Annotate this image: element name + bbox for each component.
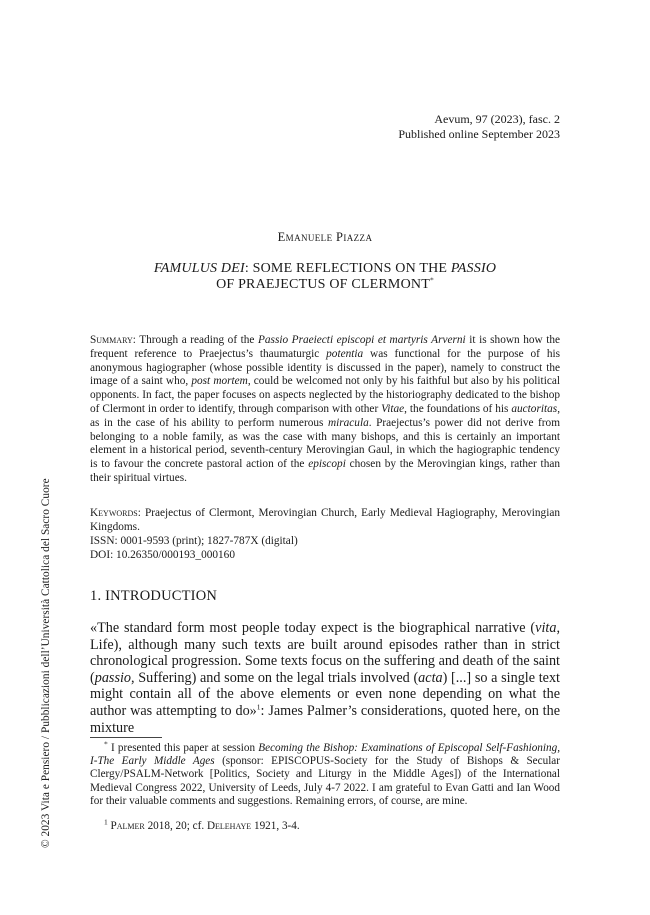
title-italic-famulus: FAMULUS DEI	[153, 261, 245, 276]
summary-text: . Praejectus’s power did not derive from belonging to a noble family, as was the case with many bishops, and this is certainly an important element in a historical period, seventh-century Merovingian Gaul, in which the hagiographic tendency is to favour the concrete pastoral action of the	[90, 416, 560, 471]
title-mid: : SOME REFLECTIONS ON THE	[244, 261, 451, 276]
section-heading: 1. INTRODUCTION	[90, 588, 218, 604]
footnote-marker: 1	[104, 817, 108, 827]
citation-text: 2018, 20; cf.	[144, 820, 207, 832]
intro-text: «The standard form most people today expect is the biographical narrative (	[90, 620, 536, 636]
intro-text: , Life), although many such texts are built around episodes rather than in strict chronological progression. Some texts focus on the suffering and death of the saint (	[90, 620, 560, 686]
summary-italic: miracula	[327, 416, 369, 429]
summary-text: , the foundations of his	[404, 402, 512, 415]
footnote-1	[90, 817, 560, 833]
doi-line: DOI: 10.26350/000193_000160	[90, 549, 235, 561]
title-line-2	[0, 277, 650, 293]
summary-italic: Vitae	[381, 402, 405, 415]
summary-text: chosen by the Merovingian kings, rather than their spiritual virtues.	[90, 458, 561, 484]
summary-text: , could be welcomed not only by his faithful but also by his political opponents. In fact, the paper focuses on aspects neglected by the historiography dedicated to the bishop of Clermont in order to identify, through comparison with other	[90, 375, 561, 415]
title-italic-passio: PASSIO	[450, 261, 497, 276]
article-title	[0, 261, 650, 293]
summary-italic: potentia	[326, 347, 364, 360]
citation-text: 1921, 3-4.	[251, 820, 300, 832]
intro-italic: passio	[94, 669, 131, 686]
intro-text: ) [...] so a single text might contain all of the above elements or even none depending on what the author was attempting to do»	[90, 669, 560, 719]
intro-text: : James Palmer’s considerations, quoted here, on the mixture	[90, 702, 560, 736]
title-line-1	[0, 261, 650, 277]
footnote-italic: Becoming the Bishop: Examinations of Episcopal Self-Fashioning, I-The Early Middle Ages	[90, 742, 560, 768]
keywords-label: Keywords	[90, 507, 138, 519]
intro-paragraph	[90, 620, 560, 736]
footnote-divider	[90, 737, 162, 738]
summary-italic: post mortem	[191, 375, 248, 388]
keywords-paragraph	[90, 507, 560, 535]
author-name: Emanuele Piazza	[277, 230, 373, 244]
footnote-text: (sponsor: EPISCOPUS-Society for the Study of Bishops & Secular Clergy/PSALM-Network [Politics, Society and Liturgy in the Middle Ages]) of the International Medieval Congress 2022, University of Leeds, July 4-7 2022. I am grateful to Evan Gatti and Ian Wood for their valuable comments and suggestions. Remaining errors, of course, are mine.	[90, 755, 560, 807]
publication-date: Published online September 2023	[398, 127, 560, 141]
summary-italic: Passio Praeiecti episcopi et martyris Arverni	[258, 334, 466, 346]
summary-text: was functional for the purpose of his anonymous hagiographer (whose possible identity is discussed in the paper), namely to construct the image of a saint who,	[90, 347, 560, 388]
footnote-text: I presented this paper at session	[107, 742, 259, 754]
citation-author: Palmer	[110, 820, 145, 832]
summary-label: Summary	[90, 334, 133, 346]
keywords-text: : Praejectus of Clermont, Merovingian Church, Early Medieval Hagiography, Merovingian Kingdoms.	[90, 507, 560, 533]
footnote-star	[90, 739, 560, 808]
title-line-2-text: OF PRAEJECTUS OF CLERMONT	[216, 277, 430, 292]
summary-italic: auctoritas	[511, 402, 558, 415]
summary-text: it is shown how the frequent reference to Praejectus’s thaumaturgic	[90, 334, 561, 360]
journal-header	[398, 112, 560, 142]
issn-line: ISSN: 0001-9593 (print); 1827-787X (digital)	[90, 535, 298, 547]
title-footnote-marker: *	[429, 275, 434, 285]
intro-italic: vita	[535, 620, 557, 636]
summary-text: : Through a reading of the	[132, 334, 258, 346]
summary-paragraph	[90, 334, 560, 486]
journal-issue: Aevum, 97 (2023), fasc. 2	[434, 112, 560, 126]
intro-text: , Suffering) and some on the legal trials involved (	[131, 669, 419, 686]
summary-italic: episcopi	[308, 458, 346, 471]
summary-text: , as in the case of his ability to perform numerous	[90, 402, 561, 429]
citation-author: Delehaye	[206, 820, 252, 832]
side-copyright: © 2023 Vita e Pensiero / Pubblicazioni dell’Università Cattolica del Sacro Cuore	[40, 478, 52, 848]
footnote-marker: *	[104, 739, 108, 749]
footnote-ref: 1	[256, 702, 261, 712]
intro-italic: acta	[418, 669, 443, 686]
